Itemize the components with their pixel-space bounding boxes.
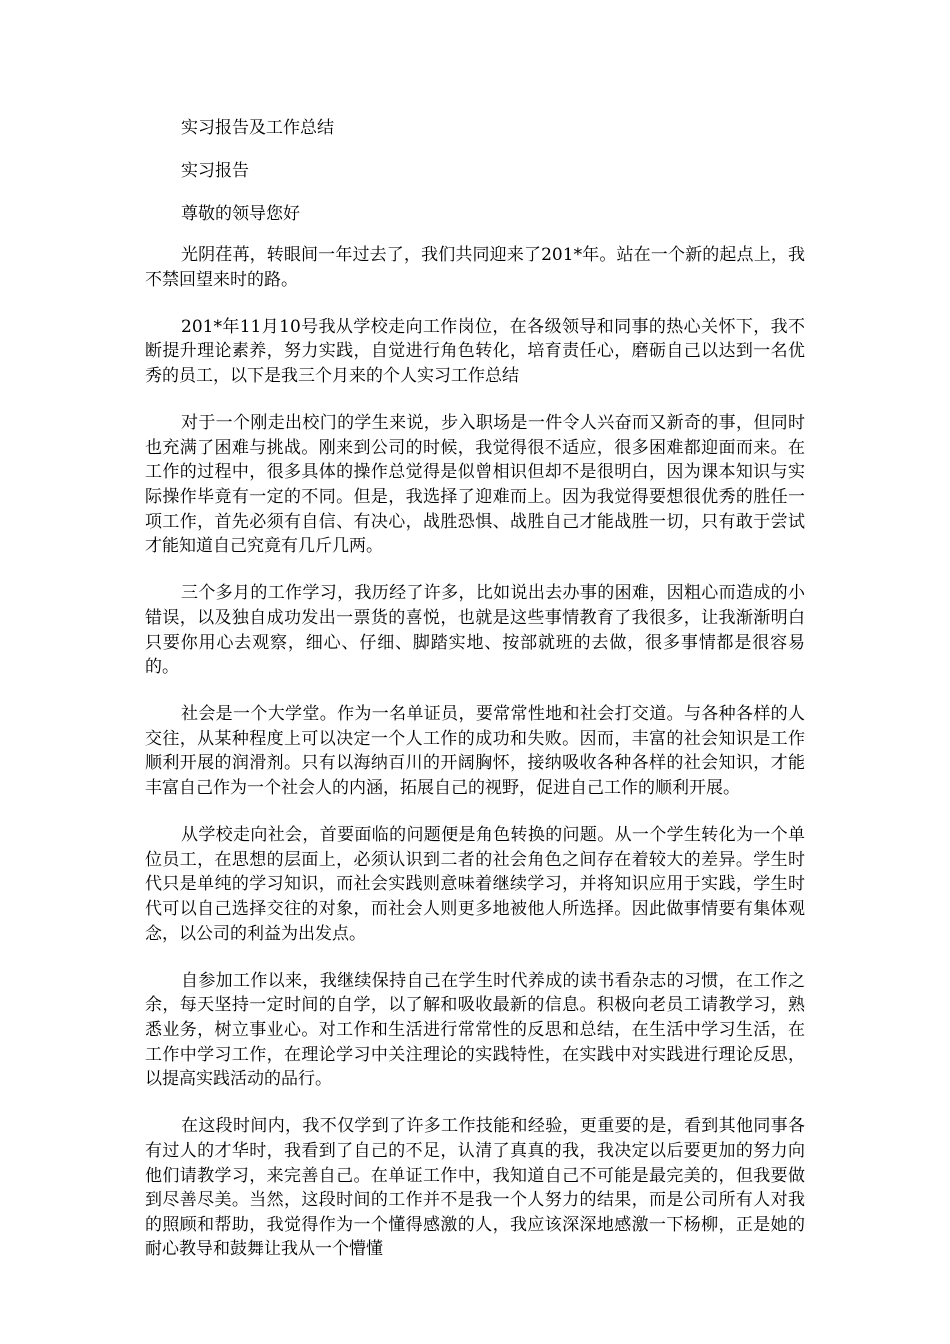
paragraph: 三个多月的工作学习，我历经了许多，比如说出去办事的困难，因粗心而造成的小错误，以及独自成功发出一票货的喜悦，也就是这些事情教育了我很多，让我渐渐明白只要你用心去观察，细心、仔细、脚踏实地、按部就班的去做，很多事情都是很容易的。 <box>145 583 805 678</box>
document-subtitle: 实习报告 <box>181 161 249 181</box>
salutation: 尊敬的领导您好 <box>181 204 300 224</box>
paragraph: 自参加工作以来，我继续保持自己在学生时代养成的读书看杂志的习惯，在工作之余，每天坚持一定时间的自学，以了解和吸收最新的信息。积极向老员工请教学习，熟悉业务，树立事业心。对工作和生活进行常常性的反思和总结，在生活中学习生活，在工作中学习工作，在理论学习中关注理论的实践特性，在实践中对实践进行理论反思，以提高实践活动的品行。 <box>145 970 805 1090</box>
paragraph: 201*年11月10号我从学校走向工作岗位，在各级领导和同事的热心关怀下，我不断提升理论素养，努力实践，自觉进行角色转化，培育责任心，磨砺自己以达到一名优秀的员工，以下是我三个月来的个人实习工作总结 <box>145 316 805 386</box>
document-title: 实习报告及工作总结 <box>181 118 334 138</box>
paragraph: 从学校走向社会，首要面临的问题便是角色转换的问题。从一个学生转化为一个单位员工，在思想的层面上，必须认识到二者的社会角色之间存在着较大的差异。学生时代只是单纯的学习知识，而社会实践则意味着继续学习，并将知识应用于实践，学生时代可以自己选择交往的对象，而社会人则更多地被他人所选择。因此做事情要有集体观念，以公司的利益为出发点。 <box>145 825 805 944</box>
paragraph: 对于一个刚走出校门的学生来说，步入职场是一件令人兴奋而又新奇的事，但同时也充满了困难与挑战。刚来到公司的时候，我觉得很不适应，很多困难都迎面而来。在工作的过程中，很多具体的操作总觉得是似曾相识但却不是很明白，因为课本知识与实际操作毕竟有一定的不同。但是，我选择了迎难而上。因为我觉得要想很优秀的胜任一项工作，首先必须有自信、有决心，战胜恐惧、战胜自己才能战胜一切，只有敢于尝试才能知道自己究竟有几斤几两。 <box>145 413 805 557</box>
paragraph: 光阴荏苒，转眼间一年过去了，我们共同迎来了201*年。站在一个新的起点上，我不禁回望来时的路。 <box>145 245 805 290</box>
paragraph: 社会是一个大学堂。作为一名单证员，要常常性地和社会打交道。与各种各样的人交往，从某种程度上可以决定一个人工作的成功和失败。因而，丰富的社会知识是工作顺利开展的润滑剂。只有以海纳百川的开阔胸怀，接纳吸收各种各样的社会知识，才能丰富自己作为一个社会人的内涵，拓展自己的视野，促进自己工作的顺利开展。 <box>145 704 805 799</box>
document-body <box>145 243 805 1285</box>
paragraph: 在这段时间内，我不仅学到了许多工作技能和经验，更重要的是，看到其他同事各有过人的才华时，我看到了自己的不足，认清了真真的我，我决定以后要更加的努力向他们请教学习，来完善自己。在单证工作中，我知道自己不可能是最完美的，但我要做到尽善尽美。当然，这段时间的工作并不是我一个人努力的结果，而是公司所有人对我的照顾和帮助，我觉得作为一个懂得感激的人，我应该深深地感激一下杨柳，正是她的耐心教导和鼓舞让我从一个懵懂 <box>145 1116 805 1260</box>
